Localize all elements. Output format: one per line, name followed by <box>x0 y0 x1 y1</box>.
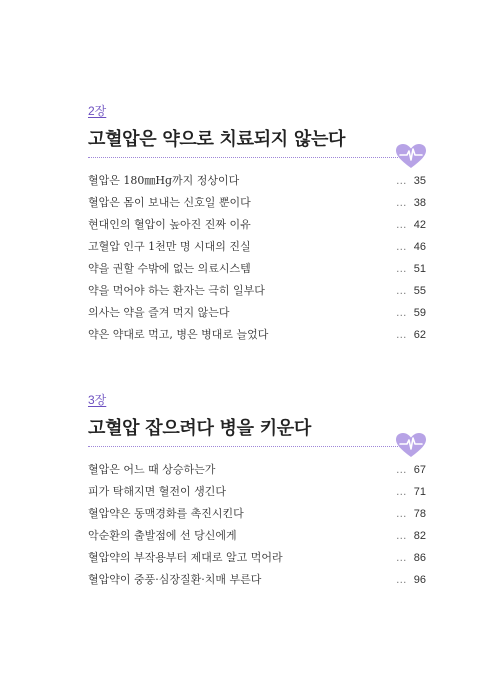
toc-entry-title: 약을 권할 수밖에 없는 의료시스템 <box>88 262 251 275</box>
leader-dots: … <box>395 329 408 341</box>
toc-entry-title: 현대인의 혈압이 높아진 진짜 이유 <box>88 218 251 231</box>
chapter-label: 2장 <box>88 104 107 118</box>
toc-entry-page <box>396 324 426 346</box>
leader-dots: … <box>395 307 408 319</box>
leader-dots: … <box>395 552 408 564</box>
page-number: 59 <box>413 307 426 319</box>
page-number: 55 <box>413 285 426 297</box>
heart-ecg-icon <box>396 144 426 170</box>
toc-entry[interactable] <box>88 525 426 547</box>
leader-dots: … <box>395 219 408 231</box>
toc-entry-page <box>396 192 426 214</box>
toc-entry-page <box>396 214 426 236</box>
toc-entry-page <box>396 481 426 503</box>
toc-entry[interactable] <box>88 302 426 324</box>
leader-dots: … <box>395 508 408 520</box>
toc-entry-title: 피가 탁해지면 혈전이 생긴다 <box>88 485 227 498</box>
toc-entry-page <box>396 459 426 481</box>
chapter-title: 고혈압은 약으로 치료되지 않는다 <box>88 129 346 150</box>
toc-entry[interactable] <box>88 214 426 236</box>
page-number: 38 <box>413 197 426 209</box>
toc-entry-page <box>396 569 426 591</box>
title-divider <box>88 157 404 158</box>
toc-entry-title: 혈압은 180㎜Hg까지 정상이다 <box>88 174 240 187</box>
toc-entry[interactable] <box>88 569 426 591</box>
page-number: 35 <box>413 175 426 187</box>
page-number: 46 <box>413 241 426 253</box>
chapter-2-section <box>88 104 426 346</box>
toc-entry-title: 약을 먹어야 하는 환자는 극히 일부다 <box>88 284 265 297</box>
toc-entry-title: 약은 약대로 먹고, 병은 병대로 늘었다 <box>88 328 269 341</box>
page-number: 67 <box>413 464 426 476</box>
toc-list <box>88 170 426 346</box>
toc-entry-page <box>396 236 426 258</box>
toc-entry-page <box>396 302 426 324</box>
page-number: 51 <box>413 263 426 275</box>
toc-entry[interactable] <box>88 192 426 214</box>
leader-dots: … <box>395 574 408 586</box>
leader-dots: … <box>395 285 408 297</box>
toc-list <box>88 459 426 591</box>
page-number: 96 <box>413 574 426 586</box>
toc-entry-title: 혈압은 어느 때 상승하는가 <box>88 463 216 476</box>
chapter-title-row <box>88 128 426 158</box>
toc-entry-page <box>396 503 426 525</box>
page-number: 71 <box>413 486 426 498</box>
toc-entry[interactable] <box>88 481 426 503</box>
toc-entry[interactable] <box>88 236 426 258</box>
toc-entry-title: 혈압약은 동맥경화를 촉진시킨다 <box>88 507 244 520</box>
toc-entry-page <box>396 525 426 547</box>
page-number: 78 <box>413 508 426 520</box>
chapter-3-section <box>88 393 426 591</box>
toc-entry-title: 악순환의 출발점에 선 당신에게 <box>88 529 237 542</box>
heart-ecg-icon <box>396 433 426 459</box>
toc-entry-page <box>396 547 426 569</box>
toc-entry-page <box>396 258 426 280</box>
toc-entry[interactable] <box>88 280 426 302</box>
toc-entry[interactable] <box>88 258 426 280</box>
toc-entry[interactable] <box>88 324 426 346</box>
chapter-label: 3장 <box>88 393 107 407</box>
chapter-title: 고혈압 잡으려다 병을 키운다 <box>88 418 311 439</box>
page-number: 42 <box>413 219 426 231</box>
toc-entry[interactable] <box>88 503 426 525</box>
leader-dots: … <box>395 241 408 253</box>
toc-entry[interactable] <box>88 547 426 569</box>
leader-dots: … <box>395 486 408 498</box>
leader-dots: … <box>395 530 408 542</box>
leader-dots: … <box>395 263 408 275</box>
toc-entry-title: 혈압은 몸이 보내는 신호일 뿐이다 <box>88 196 251 209</box>
title-divider <box>88 446 404 447</box>
toc-entry-title: 혈압약의 부작용부터 제대로 알고 먹어라 <box>88 551 283 564</box>
toc-entry-title: 의사는 약을 즐겨 먹지 않는다 <box>88 306 230 319</box>
leader-dots: … <box>395 464 408 476</box>
page-number: 86 <box>413 552 426 564</box>
toc-entry[interactable] <box>88 170 426 192</box>
leader-dots: … <box>395 197 408 209</box>
toc-entry-title: 혈압약이 중풍·심장질환·치매 부른다 <box>88 573 262 586</box>
toc-entry-page <box>396 280 426 302</box>
toc-entry-title: 고혈압 인구 1천만 명 시대의 진실 <box>88 240 251 253</box>
chapter-title-row <box>88 417 426 447</box>
page-number: 82 <box>413 530 426 542</box>
toc-entry[interactable] <box>88 459 426 481</box>
toc-entry-page <box>396 170 426 192</box>
leader-dots: … <box>395 175 408 187</box>
page-number: 62 <box>413 329 426 341</box>
